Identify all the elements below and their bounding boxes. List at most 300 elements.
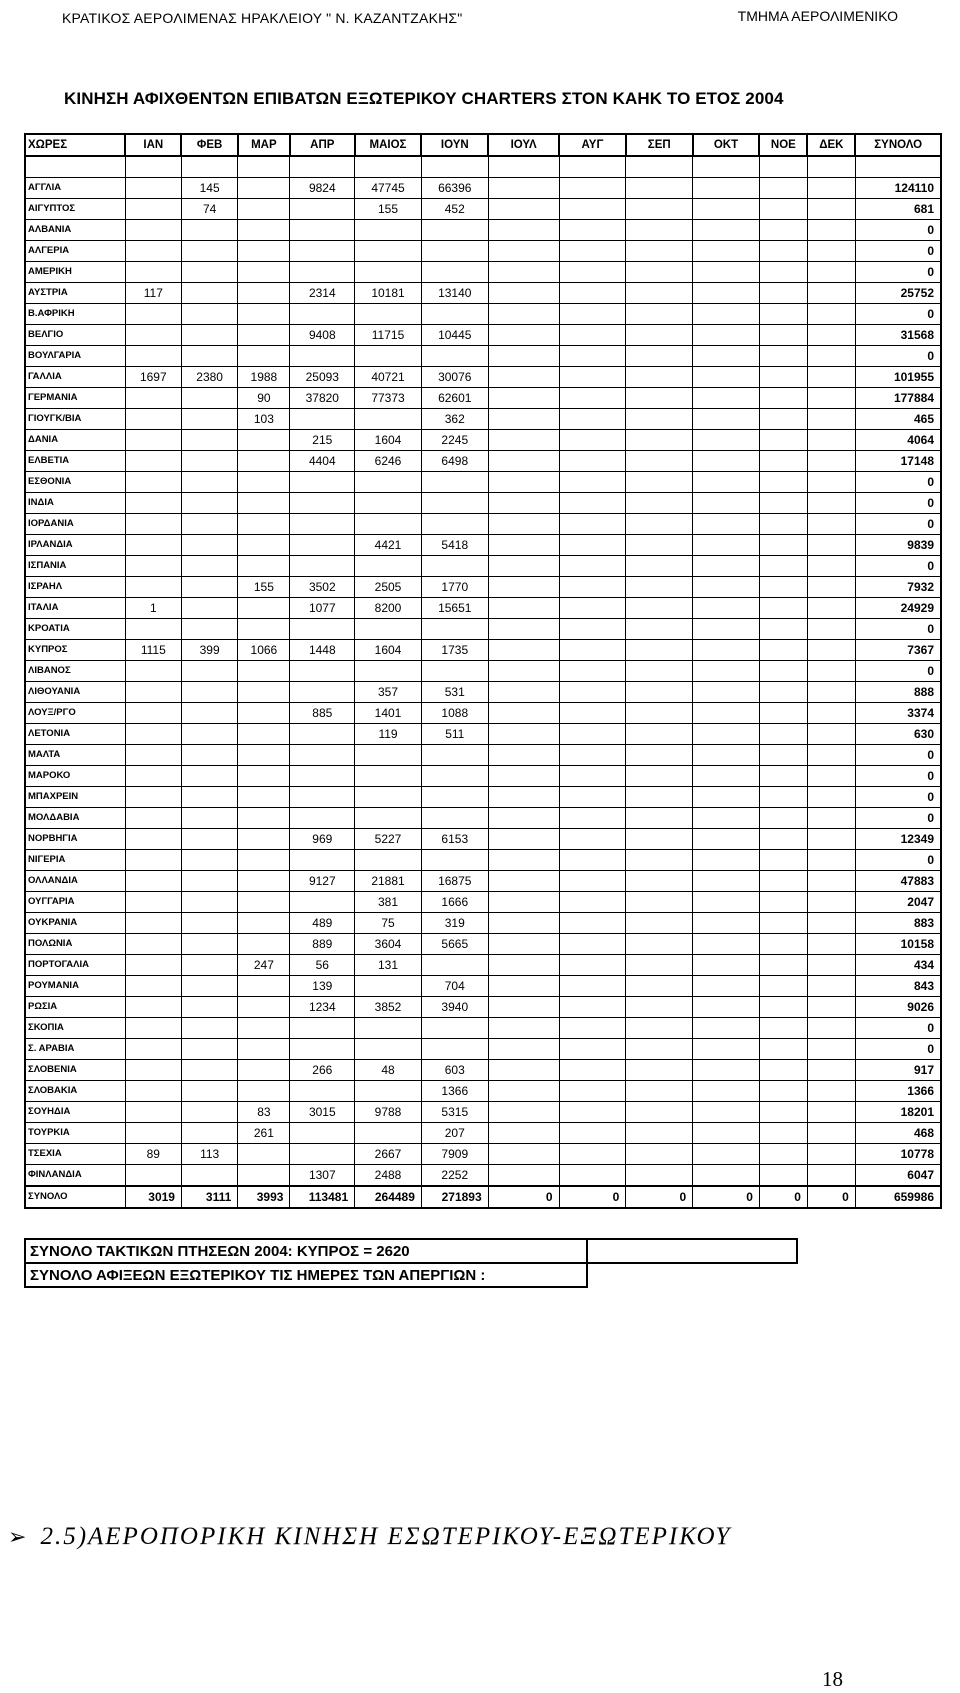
month-value-cell bbox=[693, 409, 760, 430]
month-value-cell bbox=[559, 640, 626, 661]
month-value-cell: 6498 bbox=[421, 451, 488, 472]
month-value-cell bbox=[759, 577, 807, 598]
row-total-cell: 883 bbox=[855, 913, 941, 934]
month-value-cell bbox=[693, 367, 760, 388]
month-value-cell bbox=[559, 808, 626, 829]
month-value-cell bbox=[125, 1165, 181, 1187]
month-value-cell bbox=[421, 766, 488, 787]
month-value-cell: 704 bbox=[421, 976, 488, 997]
month-value-cell bbox=[693, 976, 760, 997]
month-value-cell bbox=[693, 1102, 760, 1123]
month-value-cell bbox=[488, 556, 559, 577]
month-value-cell bbox=[693, 997, 760, 1018]
month-value-cell bbox=[559, 220, 626, 241]
country-cell: ΟΛΛΑΝΔΙΑ bbox=[25, 871, 125, 892]
country-cell: ΑΛΒΑΝΙΑ bbox=[25, 220, 125, 241]
month-value-cell: 40721 bbox=[355, 367, 422, 388]
month-value-cell bbox=[693, 472, 760, 493]
month-value-cell: 10445 bbox=[421, 325, 488, 346]
month-value-cell: 1 bbox=[125, 598, 181, 619]
month-value-cell bbox=[807, 850, 855, 871]
month-value-cell bbox=[807, 682, 855, 703]
month-value-cell bbox=[559, 598, 626, 619]
month-value-cell bbox=[693, 346, 760, 367]
month-value-cell bbox=[238, 451, 290, 472]
month-value-cell: 155 bbox=[238, 577, 290, 598]
month-value-cell bbox=[693, 787, 760, 808]
month-value-cell bbox=[488, 472, 559, 493]
month-value-cell bbox=[181, 724, 237, 745]
month-value-cell bbox=[759, 682, 807, 703]
month-value-cell bbox=[693, 955, 760, 976]
month-value-cell bbox=[488, 787, 559, 808]
month-value-cell bbox=[488, 241, 559, 262]
table-row bbox=[25, 346, 941, 367]
month-total-cell: 0 bbox=[488, 1186, 559, 1208]
month-value-cell: 1735 bbox=[421, 640, 488, 661]
month-value-cell bbox=[759, 1144, 807, 1165]
month-value-cell bbox=[559, 787, 626, 808]
month-value-cell bbox=[626, 577, 693, 598]
table-row bbox=[25, 955, 941, 976]
month-value-cell bbox=[181, 619, 237, 640]
month-value-cell bbox=[759, 241, 807, 262]
row-total-cell: 465 bbox=[855, 409, 941, 430]
month-value-cell bbox=[355, 409, 422, 430]
month-value-cell: 3852 bbox=[355, 997, 422, 1018]
country-cell: ΒΟΥΛΓΑΡΙΑ bbox=[25, 346, 125, 367]
month-value-cell bbox=[807, 283, 855, 304]
month-value-cell bbox=[488, 262, 559, 283]
month-value-cell bbox=[693, 619, 760, 640]
month-value-cell: 1401 bbox=[355, 703, 422, 724]
month-value-cell bbox=[290, 346, 355, 367]
row-total-cell: 0 bbox=[855, 787, 941, 808]
country-cell: ΓΑΛΛΙΑ bbox=[25, 367, 125, 388]
month-value-cell bbox=[759, 514, 807, 535]
table-row bbox=[25, 934, 941, 955]
month-value-cell bbox=[181, 703, 237, 724]
month-value-cell bbox=[181, 535, 237, 556]
month-value-cell bbox=[125, 1102, 181, 1123]
month-value-cell bbox=[355, 976, 422, 997]
table-row bbox=[25, 556, 941, 577]
month-value-cell bbox=[807, 451, 855, 472]
month-value-cell bbox=[488, 808, 559, 829]
row-total-cell: 10158 bbox=[855, 934, 941, 955]
month-value-cell bbox=[238, 1018, 290, 1039]
month-value-cell bbox=[421, 1039, 488, 1060]
month-value-cell bbox=[290, 892, 355, 913]
month-value-cell bbox=[355, 514, 422, 535]
month-value-cell bbox=[488, 703, 559, 724]
month-total-cell: 0 bbox=[693, 1186, 760, 1208]
month-value-cell bbox=[807, 514, 855, 535]
month-value-cell bbox=[807, 787, 855, 808]
month-value-cell bbox=[559, 430, 626, 451]
month-value-cell bbox=[125, 514, 181, 535]
month-value-cell bbox=[125, 199, 181, 220]
month-value-cell: 3015 bbox=[290, 1102, 355, 1123]
month-value-cell bbox=[807, 1018, 855, 1039]
month-value-cell bbox=[759, 619, 807, 640]
month-value-cell bbox=[238, 514, 290, 535]
month-value-cell bbox=[626, 430, 693, 451]
month-value-cell bbox=[355, 808, 422, 829]
month-value-cell: 885 bbox=[290, 703, 355, 724]
month-value-cell bbox=[559, 514, 626, 535]
month-value-cell bbox=[421, 556, 488, 577]
column-header: ΦΕΒ bbox=[181, 134, 237, 156]
country-cell: ΚΡΟΑΤΙΑ bbox=[25, 619, 125, 640]
month-value-cell: 9824 bbox=[290, 178, 355, 199]
month-value-cell bbox=[125, 241, 181, 262]
month-value-cell: 261 bbox=[238, 1123, 290, 1144]
month-value-cell bbox=[759, 661, 807, 682]
country-cell: ΝΟΡΒΗΓΙΑ bbox=[25, 829, 125, 850]
month-value-cell bbox=[238, 556, 290, 577]
month-value-cell bbox=[626, 472, 693, 493]
month-value-cell bbox=[421, 745, 488, 766]
month-total-cell: 3111 bbox=[181, 1186, 237, 1208]
month-value-cell bbox=[559, 556, 626, 577]
table-row bbox=[25, 514, 941, 535]
month-value-cell bbox=[181, 493, 237, 514]
month-value-cell bbox=[807, 1039, 855, 1060]
month-value-cell bbox=[559, 262, 626, 283]
table-row bbox=[25, 640, 941, 661]
table-row bbox=[25, 409, 941, 430]
month-value-cell bbox=[488, 304, 559, 325]
month-value-cell bbox=[807, 871, 855, 892]
month-value-cell bbox=[626, 892, 693, 913]
month-value-cell bbox=[693, 262, 760, 283]
month-value-cell bbox=[181, 1165, 237, 1187]
country-cell: ΣΟΥΗΔΙΑ bbox=[25, 1102, 125, 1123]
month-value-cell bbox=[693, 934, 760, 955]
table-row bbox=[25, 1081, 941, 1102]
country-cell: ΙΡΛΑΝΔΙΑ bbox=[25, 535, 125, 556]
month-value-cell bbox=[559, 451, 626, 472]
table-row bbox=[25, 241, 941, 262]
month-value-cell: 139 bbox=[290, 976, 355, 997]
table-row bbox=[25, 703, 941, 724]
month-value-cell bbox=[488, 955, 559, 976]
month-value-cell bbox=[693, 430, 760, 451]
month-value-cell bbox=[759, 472, 807, 493]
row-total-cell: 9839 bbox=[855, 535, 941, 556]
month-value-cell bbox=[181, 1123, 237, 1144]
table-row bbox=[25, 367, 941, 388]
row-total-cell: 3374 bbox=[855, 703, 941, 724]
month-value-cell: 1115 bbox=[125, 640, 181, 661]
month-value-cell bbox=[807, 640, 855, 661]
month-value-cell bbox=[181, 1102, 237, 1123]
month-value-cell bbox=[693, 703, 760, 724]
country-cell: ΛΙΘΟΥΑΝΙΑ bbox=[25, 682, 125, 703]
month-value-cell: 48 bbox=[355, 1060, 422, 1081]
row-total-cell: 0 bbox=[855, 745, 941, 766]
month-value-cell bbox=[238, 619, 290, 640]
month-value-cell bbox=[807, 199, 855, 220]
month-value-cell bbox=[759, 640, 807, 661]
month-value-cell: 3604 bbox=[355, 934, 422, 955]
arrow-bullet-icon: ➢ bbox=[8, 1524, 29, 1549]
row-total-cell: 7932 bbox=[855, 577, 941, 598]
month-value-cell bbox=[355, 304, 422, 325]
summary-strike-days-text: ΣΥΝΟΛΟ ΑΦΙΞΕΩΝ ΕΞΩΤΕΡΙΚΟΥ ΤΙΣ ΗΜΕΡΕΣ ΤΩΝ ΑΠΕΡΓΙΩΝ : bbox=[25, 1263, 587, 1287]
month-value-cell bbox=[759, 598, 807, 619]
country-cell: ΛΟΥΞ/ΡΓΟ bbox=[25, 703, 125, 724]
month-value-cell: 215 bbox=[290, 430, 355, 451]
month-value-cell bbox=[125, 346, 181, 367]
row-total-cell: 31568 bbox=[855, 325, 941, 346]
month-value-cell bbox=[488, 346, 559, 367]
month-value-cell bbox=[488, 745, 559, 766]
month-value-cell: 131 bbox=[355, 955, 422, 976]
country-cell: ΤΟΥΡΚΙΑ bbox=[25, 1123, 125, 1144]
month-value-cell bbox=[355, 220, 422, 241]
month-value-cell: 5418 bbox=[421, 535, 488, 556]
month-value-cell bbox=[181, 913, 237, 934]
month-value-cell bbox=[488, 871, 559, 892]
month-value-cell: 8200 bbox=[355, 598, 422, 619]
table-row bbox=[25, 535, 941, 556]
month-value-cell bbox=[559, 472, 626, 493]
month-value-cell: 113 bbox=[181, 1144, 237, 1165]
country-cell: ΤΣΕΧΙΑ bbox=[25, 1144, 125, 1165]
month-value-cell bbox=[626, 976, 693, 997]
country-cell: ΙΤΑΛΙΑ bbox=[25, 598, 125, 619]
month-value-cell bbox=[238, 178, 290, 199]
month-value-cell bbox=[759, 451, 807, 472]
month-value-cell bbox=[759, 1081, 807, 1102]
month-value-cell: 83 bbox=[238, 1102, 290, 1123]
month-value-cell bbox=[759, 304, 807, 325]
month-value-cell bbox=[290, 304, 355, 325]
month-value-cell bbox=[759, 556, 807, 577]
row-total-cell: 24929 bbox=[855, 598, 941, 619]
month-value-cell bbox=[125, 703, 181, 724]
month-value-cell bbox=[181, 1039, 237, 1060]
row-total-cell: 0 bbox=[855, 1039, 941, 1060]
month-value-cell bbox=[693, 283, 760, 304]
month-value-cell: 2245 bbox=[421, 430, 488, 451]
month-value-cell bbox=[238, 535, 290, 556]
month-value-cell bbox=[759, 199, 807, 220]
month-value-cell bbox=[488, 493, 559, 514]
row-total-cell: 0 bbox=[855, 850, 941, 871]
month-value-cell bbox=[626, 955, 693, 976]
row-total-cell: 0 bbox=[855, 220, 941, 241]
column-header: ΑΥΓ bbox=[559, 134, 626, 156]
month-value-cell: 6246 bbox=[355, 451, 422, 472]
month-value-cell bbox=[355, 493, 422, 514]
month-value-cell: 207 bbox=[421, 1123, 488, 1144]
month-value-cell bbox=[759, 1060, 807, 1081]
summary-regular-flights-text: ΣΥΝΟΛΟ ΤΑΚΤΙΚΩΝ ΠΤΗΣΕΩΝ 2004: ΚΥΠΡΟΣ = 2620 bbox=[25, 1239, 522, 1263]
month-value-cell bbox=[559, 724, 626, 745]
month-value-cell: 1066 bbox=[238, 640, 290, 661]
country-cell: ΙΣΡΑΗΛ bbox=[25, 577, 125, 598]
month-value-cell bbox=[559, 325, 626, 346]
month-value-cell bbox=[559, 850, 626, 871]
month-value-cell bbox=[693, 451, 760, 472]
row-total-cell: 917 bbox=[855, 1060, 941, 1081]
month-value-cell bbox=[807, 262, 855, 283]
month-value-cell: 531 bbox=[421, 682, 488, 703]
month-value-cell bbox=[626, 1039, 693, 1060]
month-value-cell bbox=[290, 409, 355, 430]
month-value-cell: 2252 bbox=[421, 1165, 488, 1187]
month-value-cell bbox=[125, 850, 181, 871]
month-value-cell bbox=[807, 409, 855, 430]
month-value-cell bbox=[759, 934, 807, 955]
month-value-cell bbox=[238, 304, 290, 325]
row-total-cell: 0 bbox=[855, 619, 941, 640]
month-value-cell bbox=[759, 1039, 807, 1060]
month-value-cell bbox=[626, 304, 693, 325]
table-row bbox=[25, 283, 941, 304]
table-blank-row bbox=[25, 156, 941, 178]
month-value-cell: 6153 bbox=[421, 829, 488, 850]
country-cell: ΜΑΡΟΚΟ bbox=[25, 766, 125, 787]
row-total-cell: 888 bbox=[855, 682, 941, 703]
section-heading-text: 2.5)ΑΕΡΟΠΟΡΙΚΗ ΚΙΝΗΣΗ ΕΣΩΤΕΡΙΚΟΥ-ΕΞΩΤΕΡΙΚΟΥ bbox=[40, 1523, 732, 1550]
month-value-cell bbox=[488, 892, 559, 913]
month-value-cell bbox=[290, 220, 355, 241]
table-total-row bbox=[25, 1186, 941, 1208]
month-value-cell bbox=[559, 661, 626, 682]
row-total-cell: 25752 bbox=[855, 283, 941, 304]
month-value-cell bbox=[759, 283, 807, 304]
month-value-cell bbox=[488, 514, 559, 535]
month-value-cell bbox=[626, 913, 693, 934]
month-value-cell bbox=[488, 283, 559, 304]
month-value-cell bbox=[693, 913, 760, 934]
month-value-cell bbox=[759, 850, 807, 871]
month-value-cell bbox=[181, 577, 237, 598]
month-value-cell: 2488 bbox=[355, 1165, 422, 1187]
month-value-cell bbox=[759, 430, 807, 451]
month-value-cell bbox=[125, 976, 181, 997]
month-value-cell bbox=[807, 598, 855, 619]
month-value-cell: 117 bbox=[125, 283, 181, 304]
month-value-cell bbox=[559, 346, 626, 367]
month-value-cell bbox=[125, 1060, 181, 1081]
month-value-cell bbox=[125, 913, 181, 934]
month-value-cell bbox=[125, 304, 181, 325]
row-total-cell: 177884 bbox=[855, 388, 941, 409]
month-value-cell bbox=[238, 808, 290, 829]
month-value-cell bbox=[238, 850, 290, 871]
month-value-cell bbox=[181, 787, 237, 808]
month-value-cell bbox=[238, 787, 290, 808]
country-cell: ΕΛΒΕΤΙΑ bbox=[25, 451, 125, 472]
country-cell: ΓΕΡΜΑΝΙΑ bbox=[25, 388, 125, 409]
month-value-cell bbox=[559, 892, 626, 913]
month-value-cell bbox=[488, 1018, 559, 1039]
month-value-cell bbox=[488, 430, 559, 451]
month-value-cell bbox=[559, 1081, 626, 1102]
month-value-cell bbox=[125, 619, 181, 640]
month-value-cell bbox=[421, 241, 488, 262]
row-total-cell: 6047 bbox=[855, 1165, 941, 1187]
table-row bbox=[25, 220, 941, 241]
country-cell: ΑΛΓΕΡΙΑ bbox=[25, 241, 125, 262]
month-value-cell: 603 bbox=[421, 1060, 488, 1081]
month-value-cell bbox=[421, 304, 488, 325]
month-value-cell bbox=[488, 367, 559, 388]
month-value-cell bbox=[807, 745, 855, 766]
month-value-cell bbox=[181, 409, 237, 430]
month-value-cell bbox=[807, 472, 855, 493]
table-row bbox=[25, 178, 941, 199]
country-cell: Σ. ΑΡΑΒΙΑ bbox=[25, 1039, 125, 1060]
month-value-cell bbox=[626, 1102, 693, 1123]
month-value-cell bbox=[125, 808, 181, 829]
month-value-cell bbox=[488, 934, 559, 955]
country-cell: ΜΠΑΧΡΕΙΝ bbox=[25, 787, 125, 808]
table-row bbox=[25, 871, 941, 892]
month-value-cell bbox=[355, 850, 422, 871]
country-cell: ΕΣΘΟΝΙΑ bbox=[25, 472, 125, 493]
month-value-cell bbox=[290, 262, 355, 283]
month-value-cell bbox=[759, 808, 807, 829]
month-value-cell bbox=[759, 976, 807, 997]
month-total-cell: 271893 bbox=[421, 1186, 488, 1208]
month-total-cell: 0 bbox=[626, 1186, 693, 1208]
month-value-cell bbox=[421, 346, 488, 367]
summary-empty-cell bbox=[522, 1239, 587, 1263]
month-value-cell bbox=[693, 1039, 760, 1060]
month-value-cell: 9788 bbox=[355, 1102, 422, 1123]
month-value-cell bbox=[238, 724, 290, 745]
row-total-cell: 9026 bbox=[855, 997, 941, 1018]
month-value-cell bbox=[238, 598, 290, 619]
row-total-cell: 0 bbox=[855, 514, 941, 535]
month-value-cell bbox=[488, 1144, 559, 1165]
month-value-cell bbox=[488, 913, 559, 934]
month-value-cell bbox=[807, 724, 855, 745]
month-value-cell bbox=[807, 367, 855, 388]
month-value-cell bbox=[626, 745, 693, 766]
month-value-cell: 247 bbox=[238, 955, 290, 976]
month-value-cell bbox=[290, 619, 355, 640]
month-value-cell bbox=[807, 430, 855, 451]
table-row bbox=[25, 598, 941, 619]
month-value-cell: 47745 bbox=[355, 178, 422, 199]
table-row bbox=[25, 577, 941, 598]
month-value-cell bbox=[488, 682, 559, 703]
month-value-cell bbox=[238, 493, 290, 514]
month-value-cell bbox=[559, 1144, 626, 1165]
month-value-cell bbox=[626, 997, 693, 1018]
country-cell: ΙΝΔΙΑ bbox=[25, 493, 125, 514]
month-value-cell bbox=[238, 766, 290, 787]
month-value-cell bbox=[125, 262, 181, 283]
row-total-cell: 681 bbox=[855, 199, 941, 220]
row-total-cell: 468 bbox=[855, 1123, 941, 1144]
month-value-cell bbox=[807, 493, 855, 514]
month-value-cell: 9408 bbox=[290, 325, 355, 346]
month-value-cell bbox=[421, 514, 488, 535]
month-value-cell bbox=[807, 997, 855, 1018]
month-value-cell bbox=[125, 535, 181, 556]
month-value-cell bbox=[355, 619, 422, 640]
month-value-cell bbox=[421, 472, 488, 493]
month-value-cell bbox=[693, 220, 760, 241]
